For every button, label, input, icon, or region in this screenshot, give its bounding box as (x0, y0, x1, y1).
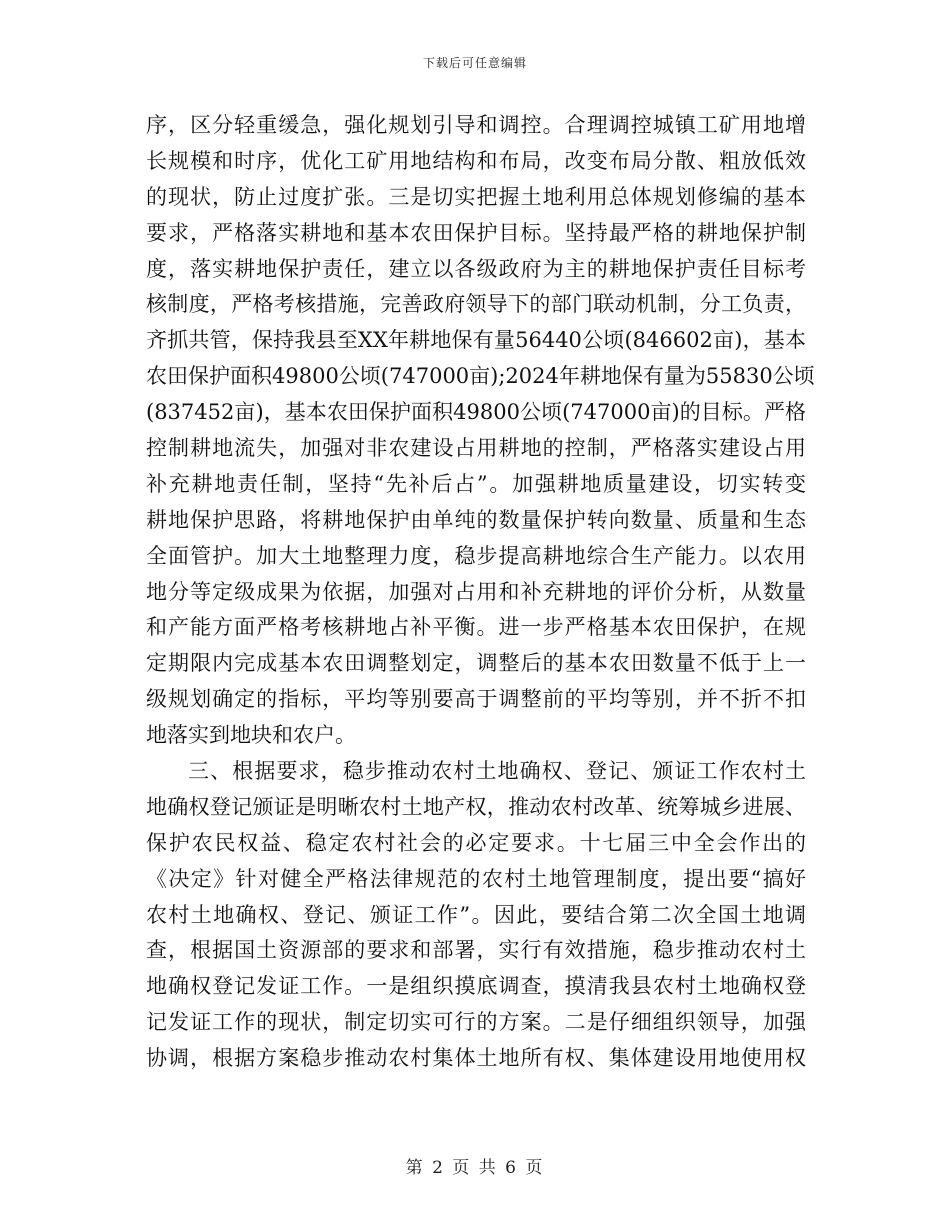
text-line: (837452亩)，基本农田保护面积49800公顷(747000亩)的目标。严格 (146, 400, 806, 425)
text-line: 长规模和时序，优化工矿用地结构和布局，改变布局分散、粗放低效 (146, 148, 806, 173)
text-line: 《决定》针对健全严格法律规范的农村土地管理制度，提出要“搞好 (146, 866, 806, 891)
text-line: 耕地保护思路，将耕地保护由单纯的数量保护转向数量、质量和生态 (146, 507, 806, 532)
text-line: 地落实到地块和农户。 (146, 723, 356, 748)
text-line: 和产能方面严格考核耕地占补平衡。进一步严格基本农田保护，在规 (146, 615, 806, 640)
text-line: 查，根据国土资源部的要求和部署，实行有效措施，稳步推动农村土 (146, 938, 806, 963)
page-number: 第 2 页 共 6 页 (405, 1158, 545, 1178)
text-line: 核制度，严格考核措施，完善政府领导下的部门联动机制，分工负责， (146, 292, 806, 317)
text-line: 级规划确定的指标，平均等别要高于调整前的平均等别，并不折不扣 (146, 687, 806, 712)
text-line: 齐抓共管，保持我县至XX年耕地保有量56440公顷(846602亩)，基本 (146, 328, 806, 353)
text-line: 农田保护面积49800公顷(747000亩);2024年耕地保有量为55830公顷 (146, 364, 815, 389)
text-line: 记发证工作的现状，制定切实可行的方案。二是仔细组织领导，加强 (146, 1010, 806, 1035)
text-line: 地分等定级成果为依据，加强对占用和补充耕地的评价分析，从数量 (146, 579, 806, 604)
header-note: 下载后可任意编辑 (422, 56, 527, 70)
text-line: 全面管护。加大土地整理力度，稳步提高耕地综合生产能力。以农用 (146, 543, 806, 568)
text-line: 地确权登记颁证是明晰农村土地产权，推动农村改革、统筹城乡进展、 (146, 794, 806, 819)
text-line: 度，落实耕地保护责任，建立以各级政府为主的耕地保护责任目标考 (146, 256, 806, 281)
text-line: 控制耕地流失，加强对非农建设占用耕地的控制，严格落实建设占用 (146, 436, 806, 461)
text-line: 协调，根据方案稳步推动农村集体土地所有权、集体建设用地使用权 (146, 1046, 806, 1071)
text-line: 三、根据要求，稳步推动农村土地确权、登记、颁证工作农村土 (188, 759, 806, 784)
text-line: 地确权登记发证工作。一是组织摸底调查，摸清我县农村土地确权登 (146, 974, 806, 999)
text-line: 序，区分轻重缓急，强化规划引导和调控。合理调控城镇工矿用地增 (146, 113, 806, 137)
text-line: 补充耕地责任制，坚持“先补后占”。加强耕地质量建设，切实转变 (146, 471, 806, 496)
text-line: 的现状，防止过度扩张。三是切实把握土地利用总体规划修编的基本 (146, 184, 806, 209)
text-line: 要求，严格落实耕地和基本农田保护目标。坚持最严格的耕地保护制 (146, 220, 806, 245)
text-line: 农村土地确权、登记、颁证工作”。因此，要结合第二次全国土地调 (146, 902, 806, 927)
body-text (146, 108, 815, 1077)
text-line: 保护农民权益、稳定农村社会的必定要求。十七届三中全会作出的 (146, 830, 806, 855)
text-line: 定期限内完成基本农田调整划定，调整后的基本农田数量不低于上一 (146, 651, 806, 676)
